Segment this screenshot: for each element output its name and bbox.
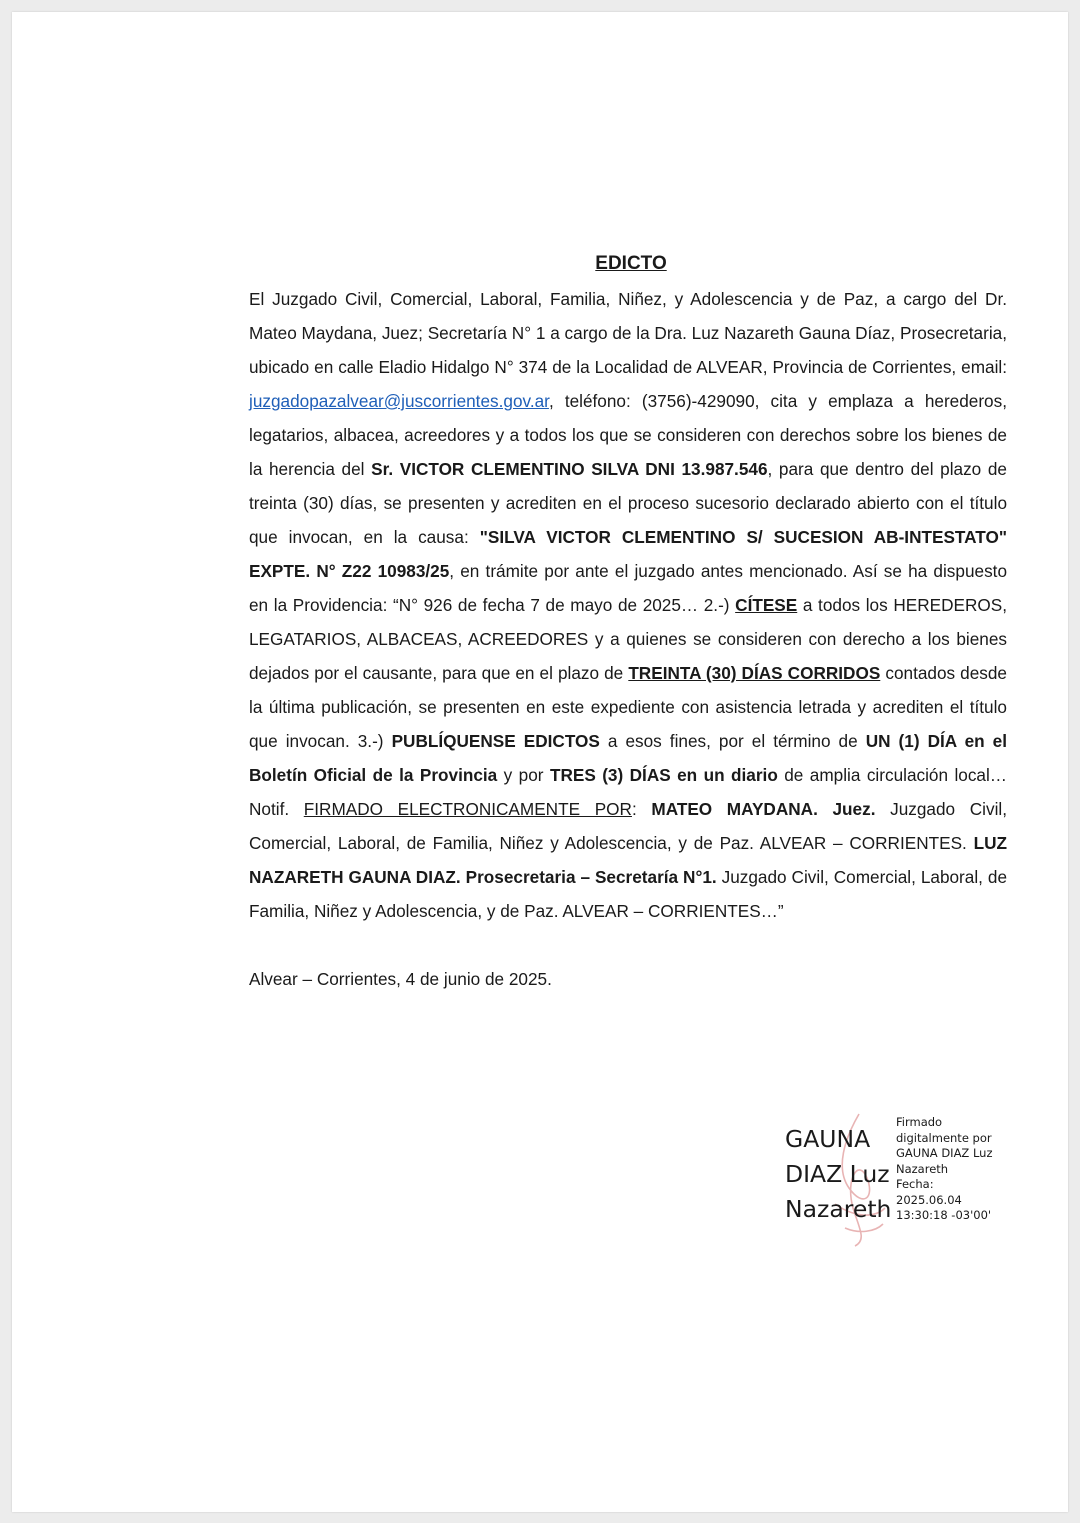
document-title: EDICTO [595, 253, 667, 274]
body-text: Juzgado Civil, Comercial, Laboral, de Familia, Niñez y Adolescencia, y de Paz. ALVEAR – CORRIENTES. [249, 799, 1007, 853]
signer-name [785, 1122, 891, 1227]
signer-name-line: DIAZ Luz [785, 1160, 890, 1188]
deadline-text: TREINTA (30) DÍAS CORRIDOS [628, 663, 881, 683]
case-title: "SILVA VICTOR CLEMENTINO S/ SUCESION AB-INTESTATO" EXPTE. N° Z22 10983/25 [249, 527, 1007, 581]
body-text: , para que dentro del plazo de treinta (30) días, se presenten y acrediten en el proceso sucesorio declarado abierto con el título que invocan, en la causa: [249, 459, 1007, 547]
secretary-name: LUZ NAZARETH GAUNA DIAZ. Prosecretaria – Secretaría N°1. [249, 833, 1007, 887]
body-text: contados desde la última publicación, se presenten en este expediente con asistencia letrada y acrediten el título que invocan. 3.-) [249, 663, 1007, 751]
edict-body [249, 282, 1007, 928]
signature-detail-line: digitalmente por [896, 1130, 992, 1145]
judge-name: MATEO MAYDANA. Juez. [651, 799, 876, 819]
signature-detail-line: 2025.06.04 [896, 1192, 962, 1207]
place-date: Alvear – Corrientes, 4 de junio de 2025. [249, 969, 552, 989]
signature-details [896, 1115, 1016, 1224]
document-content [249, 250, 1007, 996]
body-text: a todos los HEREDEROS, LEGATARIOS, ALBACEAS, ACREEDORES y a quienes se consideren con derecho a los bienes dejados por el causante, para que en el plazo de [249, 595, 1007, 683]
body-text: a esos fines, por el término de [599, 731, 866, 751]
publiquense-text: PUBLÍQUENSE EDICTOS [391, 731, 600, 751]
citese-text: CÍTESE [735, 595, 798, 615]
body-text: y por [497, 765, 550, 785]
digital-signature [785, 1112, 1025, 1252]
signer-name-line: Nazareth [785, 1195, 892, 1223]
email-link[interactable]: juzgadopazalvear@juscorrientes.gov.ar [249, 391, 549, 411]
document-page [12, 12, 1068, 1512]
decedent-name: Sr. VICTOR CLEMENTINO SILVA DNI 13.987.546 [371, 459, 768, 479]
signature-detail-line: GAUNA DIAZ Luz [896, 1146, 993, 1160]
body-text: Juzgado Civil, Comercial, Laboral, de Familia, Niñez y Adolescencia, y de Paz. ALVEAR – CORRIENTES…” [249, 867, 1007, 921]
body-text: : [631, 799, 652, 819]
boletin-text: UN (1) DÍA en el Boletín Oficial de la Provincia [249, 731, 1007, 785]
firmado-text: FIRMADO ELECTRONICAMENTE POR [303, 799, 632, 819]
diario-text: TRES (3) DÍAS en un diario [549, 765, 778, 785]
body-text: , en trámite por ante el juzgado antes mencionado. Así se ha dispuesto en la Providencia: “N° 926 de fecha 7 de mayo de 2025… 2.-) [249, 561, 1007, 615]
signer-name-line: GAUNA [785, 1125, 871, 1153]
body-text: , teléfono: (3756)-429090, cita y emplaza a herederos, legatarios, albacea, acreedores y a todos los que se consideren con derechos sobre los bienes de la herencia del [249, 391, 1007, 479]
signature-detail-line: Fecha: [896, 1177, 934, 1191]
body-text: de amplia circulación local… Notif. [249, 765, 1007, 819]
signature-detail-line: Nazareth [896, 1161, 949, 1176]
signature-detail-line: 13:30:18 -03'00' [896, 1208, 992, 1222]
body-text: El Juzgado Civil, Comercial, Laboral, Familia, Niñez, y Adolescencia y de Paz, a cargo del Dr. Mateo Maydana, Juez; Secretaría N° 1 a cargo de la Dra. Luz Nazareth Gauna Díaz, Prosecretaria, ubicado en calle Eladio Hidalgo N° 374 de la Localidad de ALVEAR, Provincia de Corrientes, email: [249, 289, 1007, 377]
signature-detail-line: Firmado [896, 1115, 943, 1129]
